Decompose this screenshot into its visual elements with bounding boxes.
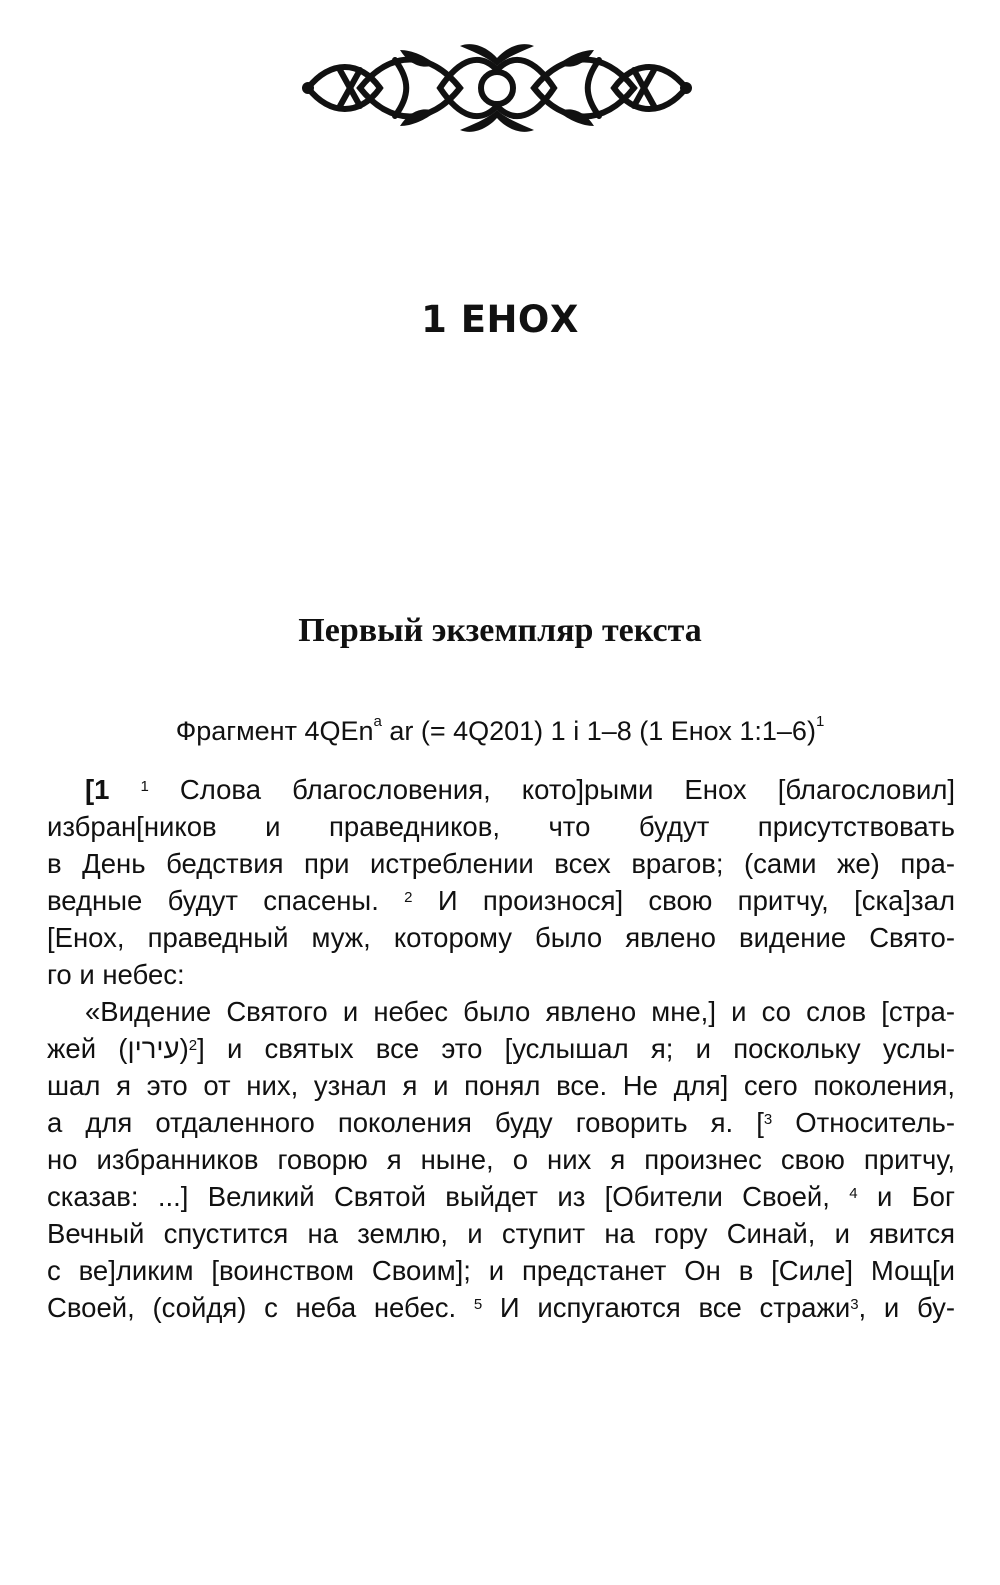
body-line: в День бедствия при истреблении всех врагов; (сами же) пра- (47, 848, 955, 879)
hebrew-word: עירין (127, 1033, 180, 1064)
verse-number: 5 (473, 1296, 483, 1313)
body-line: [Енох, праведный муж, которому было явлено видение Свято- (47, 922, 955, 953)
body-line: Вечный спустится на землю, и ступит на гору Синай, и явится (47, 1218, 955, 1249)
body-line: Своей, (сойдя) с неба небес. $^5$ И испугаются все стражи$^3$, и бу- (47, 1292, 955, 1323)
section-title: Первый экземпляр текста (298, 612, 702, 649)
verse-number: 4 (849, 1185, 858, 1202)
footnote-ref: 3 (850, 1296, 859, 1313)
footnote-ref: 1 (815, 713, 825, 730)
body-line: ведные будут спасены. $^2$ И произнося] свою притчу, [ска]зал (47, 885, 956, 916)
body-line: но избранников говорю я ныне, о них я произнес свою притчу, (47, 1144, 955, 1175)
verse-number: 3 (763, 1111, 773, 1128)
body-line: «Видение Святого и небес было явлено мне,] и со слов [стра- (85, 996, 955, 1027)
fragment-suffix: ar (= 4Q201) 1 i 1–8 (1 Енох 1:1–6) (381, 716, 816, 746)
fragment-heading (0, 713, 1000, 747)
body-text (47, 771, 955, 1326)
verse-number: 2 (404, 889, 413, 906)
body-line: го и небес: (47, 959, 185, 990)
chapter-title: 1 ЕНОХ (421, 298, 579, 341)
fragment-prefix: Фрагмент 4QEn (175, 716, 374, 746)
body-line: избран[ников и праведников, что будут присутствовать (47, 811, 955, 842)
body-line: [1 $^1$ Слова благословения, кото]рыми Енох [благословил] (85, 774, 956, 805)
body-line: шал я это от них, узнал я и понял все. Не для] сего поколения, (47, 1070, 955, 1101)
body-line: жей (עירין)$^2$] и святых все это [услышал я; и поскольку услы- (47, 1033, 955, 1064)
celtic-knot-ornament (300, 40, 694, 136)
footnote-ref: 2 (188, 1037, 198, 1054)
body-line: а для отдаленного поколения буду говорить я. [$^3$ Относитель- (47, 1107, 956, 1138)
bracket-chapter-number: [1 (85, 774, 110, 805)
body-line: сказав: ...] Великий Святой выйдет из [Обители Своей, $^4$ и Бог (47, 1181, 955, 1212)
fragment-superscript: a (373, 713, 382, 730)
verse-number: 1 (140, 778, 149, 795)
body-line: с ве]ликим [воинством Своим]; и предстанет Он в [Силе] Мощ[и (47, 1255, 955, 1286)
